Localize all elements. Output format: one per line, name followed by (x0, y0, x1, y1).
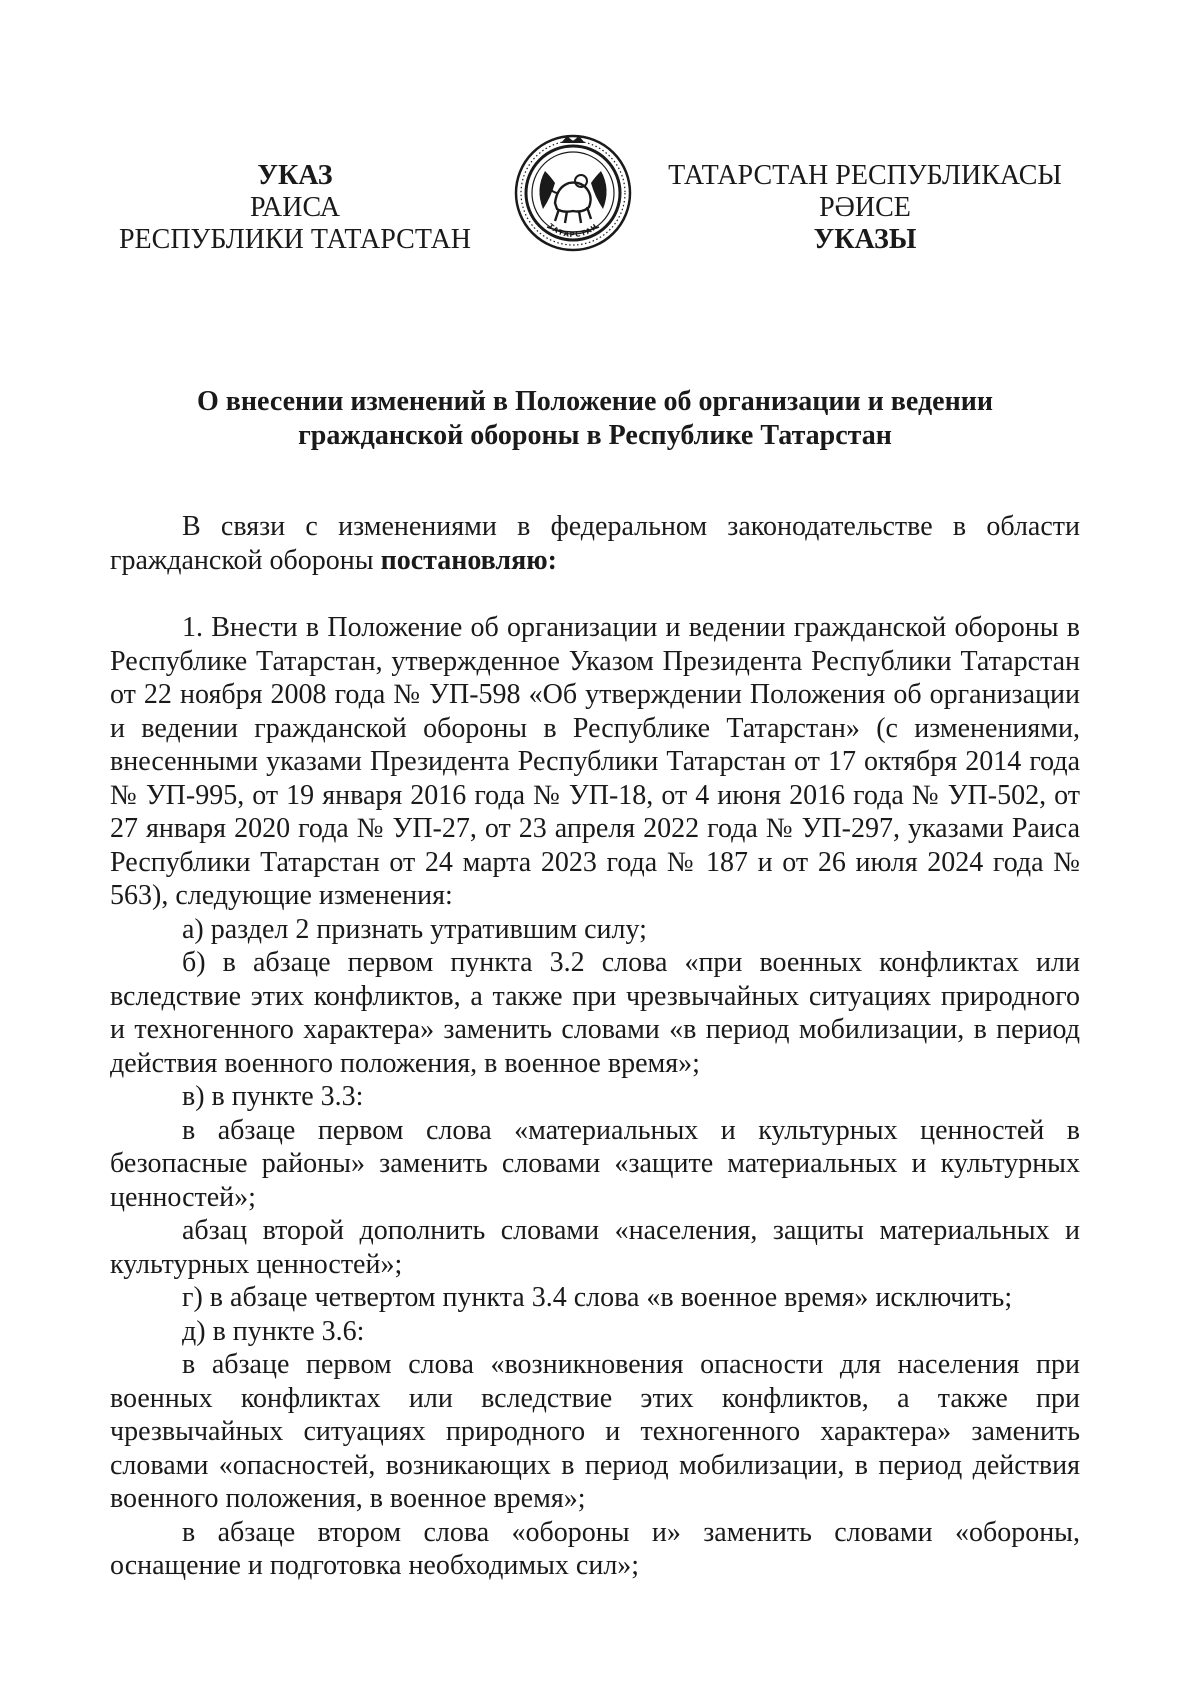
document-title (110, 385, 1080, 453)
title-line-1: О внесении изменений в Положение об организации и ведении (197, 386, 993, 417)
decree-label-ru: УКАЗ (257, 160, 333, 191)
paragraph-item-b: б) в абзаце первом пункта 3.2 слова «при военных конфликтах или вследствие этих конфликтов, а также при чрезвычайных ситуациях природного и техногенного характера» заменить словами «в период мобилизации, в период действия военного положения, в военное время»; (110, 947, 1080, 1079)
emblem-text: ТАТАРСТАН (546, 222, 600, 240)
paragraph-item-v-2: абзац второй дополнить словами «населения, защиты материальных и культурных ценностей»; (110, 1215, 1080, 1280)
title-line-2: гражданской обороны в Республике Татарстан (298, 420, 892, 451)
tatarstan-coat-of-arms-icon (511, 131, 635, 255)
paragraph-item-d: д) в пункте 3.6: (182, 1315, 365, 1347)
paragraph-item-1: 1. Внести в Положение об организации и ведении гражданской обороны в Республике Татарстан, утвержденное Указом Президента Республики Татарстан от 22 ноября 2008 года № УП-598 «Об утверждении Положения об организации и ведении гражданской обороны в Республике Татарстан» (с изменениями, внесенными указами Президента Республики Татарстан от 17 октября 2014 года № УП-995, от 19 января 2016 года № УП-18, от 4 июня 2016 года № УП-502, от 27 января 2020 года № УП-27, от 23 апреля 2022 года № УП-297, указами Раиса Республики Татарстан от 24 марта 2023 года № 187 и от 26 июля 2024 года № 563), следующие изменения: (110, 612, 1080, 911)
preamble-emphasis: постановляю: (380, 544, 557, 576)
preamble-text: В связи с изменениями в федеральном законодательстве в области гражданской обороны (110, 511, 1080, 576)
preamble-paragraph (110, 510, 1080, 577)
republic-name-ru: РЕСПУБЛИКИ ТАТАРСТАН (118, 224, 472, 255)
paragraph-item-g: г) в абзаце четвертом пункта 3.4 слова «в военное время» исключить; (182, 1282, 1013, 1313)
paragraph-item-d-2: в абзаце втором слова «обороны и» заменить словами «обороны, оснащение и подготовка необходимых сил»; (110, 1516, 1080, 1581)
paragraph-item-d-1: в абзаце первом слова «возникновения опасности для населения при военных конфликтах или вследствие этих конфликтов, а также при чрезвычайных ситуациях природного и техногенного характера» заменить словами «опасностей, возникающих в период мобилизации, в период действия военного положения, в военное время»; (110, 1349, 1080, 1514)
paragraph-item-v: в) в пункте 3.3: (182, 1081, 364, 1112)
republic-name-tt: ТАТАРСТАН РЕСПУБЛИКАСЫ (668, 160, 1062, 191)
decree-label-tt: УКАЗЫ (813, 224, 917, 255)
header-left-block (100, 160, 490, 256)
issuer-title-tt: РӘИСЕ (819, 192, 911, 223)
document-body (110, 510, 1080, 1583)
paragraph-item-a: а) раздел 2 признать утратившим силу; (182, 913, 647, 945)
paragraph-item-v-1: в абзаце первом слова «материальных и культурных ценностей в безопасные районы» заменить словами «защите материальных и культурных ценностей»; (110, 1114, 1080, 1213)
issuer-title-ru: РАИСА (250, 192, 340, 223)
header-right-block (650, 160, 1080, 256)
